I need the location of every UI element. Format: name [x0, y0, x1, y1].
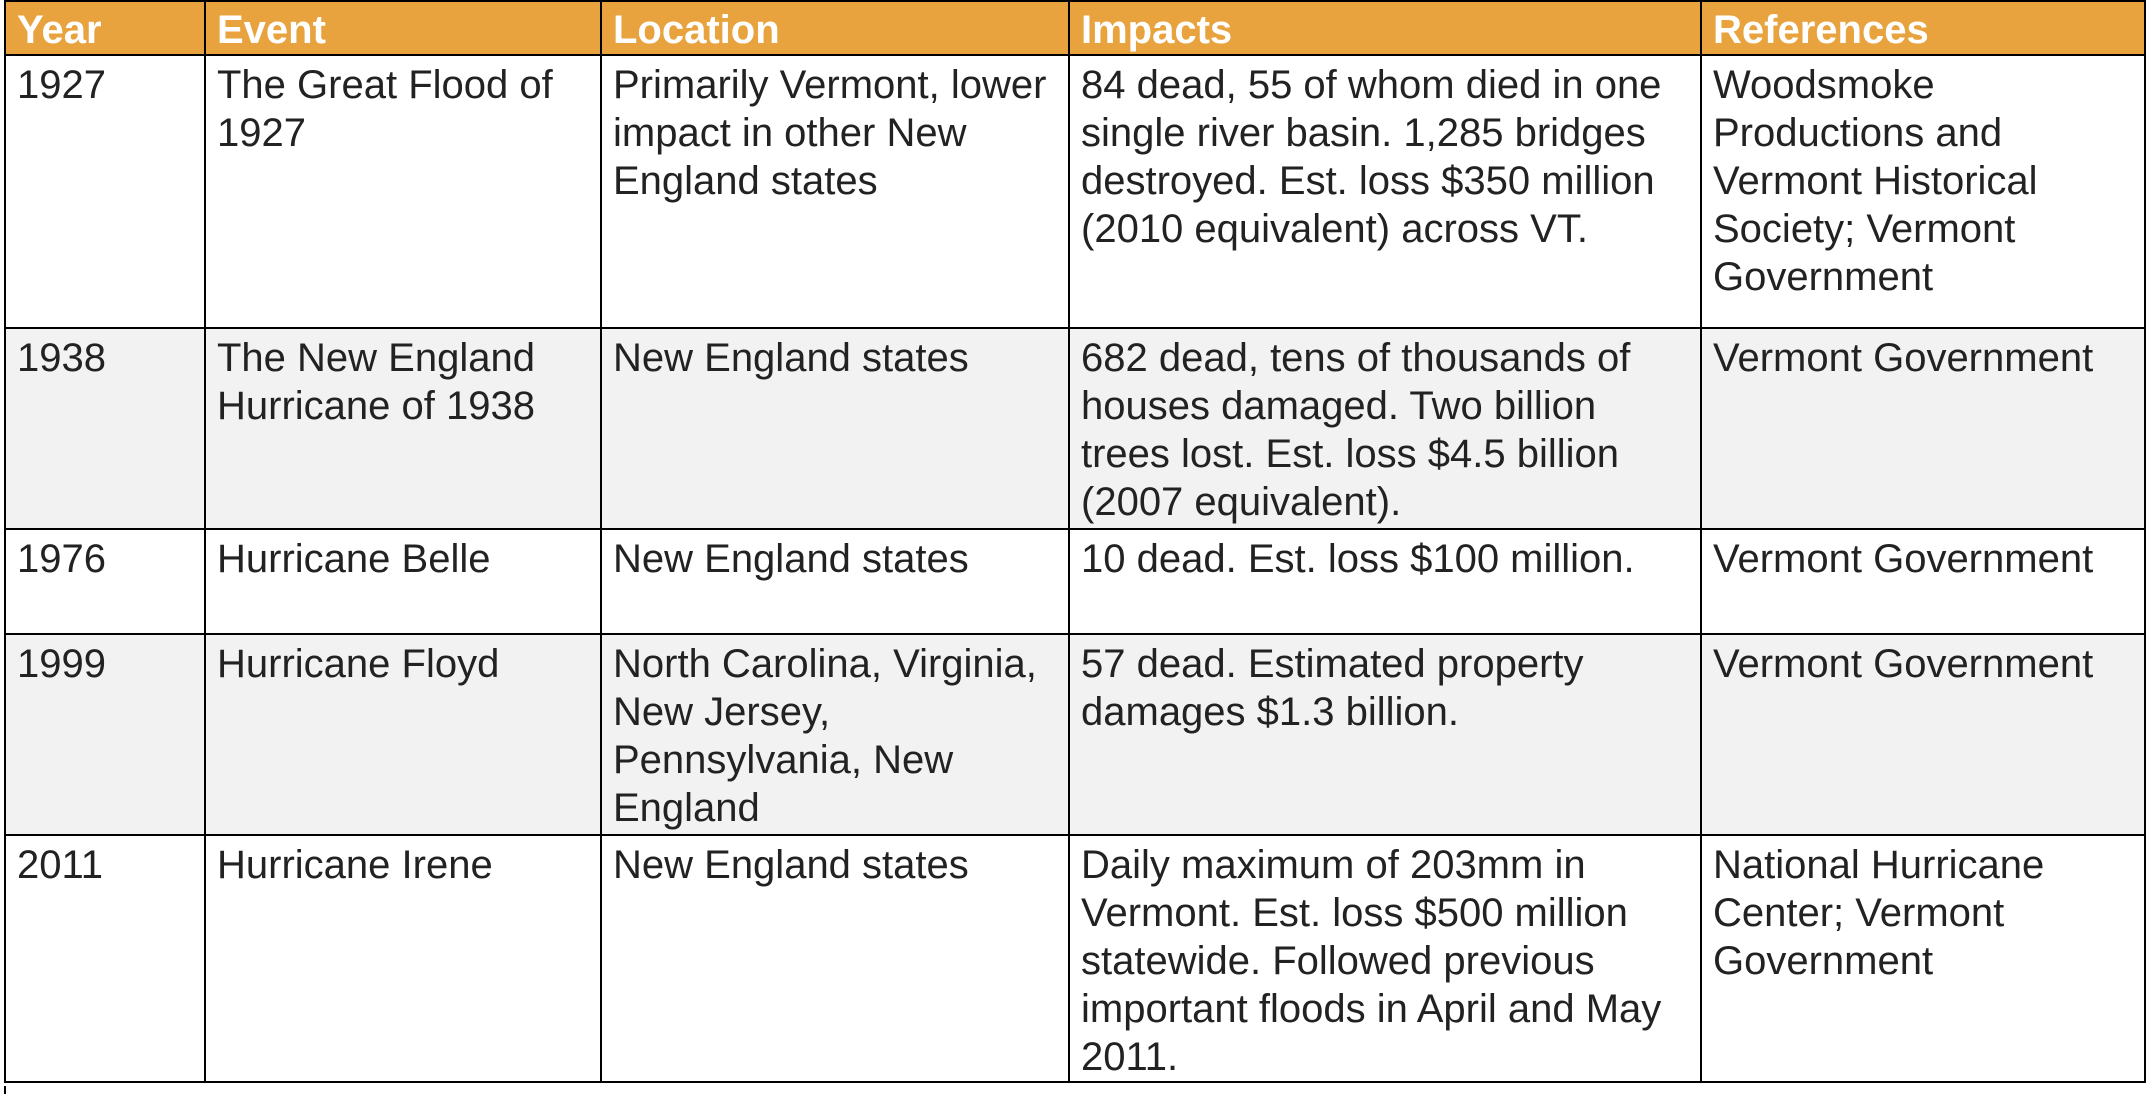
table-row	[5, 529, 2145, 634]
cell-year: 1999	[5, 634, 205, 835]
column-header-location: Location	[601, 1, 1069, 55]
cell-year: 1927	[5, 55, 205, 328]
cell-event: The New England Hurricane of 1938	[205, 328, 601, 529]
cell-impacts: 682 dead, tens of thousands of houses damaged. Two billion trees lost. Est. loss $4.5 billion (2007 equivalent).	[1069, 328, 1701, 529]
cell-year: 1976	[5, 529, 205, 634]
table-continuation-rule	[4, 1086, 6, 1094]
cell-event: Hurricane Belle	[205, 529, 601, 634]
table-row	[5, 328, 2145, 529]
cell-references: Vermont Government	[1701, 328, 2145, 529]
column-header-impacts: Impacts	[1069, 1, 1701, 55]
table-row	[5, 55, 2145, 328]
cell-year: 1938	[5, 328, 205, 529]
cell-impacts: 57 dead. Estimated property damages $1.3 billion.	[1069, 634, 1701, 835]
table-row	[5, 835, 2145, 1082]
cell-references: Vermont Government	[1701, 529, 2145, 634]
cell-location: North Carolina, Virginia, New Jersey, Pennsylvania, New England	[601, 634, 1069, 835]
cell-references: Woodsmoke Productions and Vermont Historical Society; Vermont Government	[1701, 55, 2145, 328]
cell-impacts: Daily maximum of 203mm in Vermont. Est. loss $500 million statewide. Followed previous important floods in April and May 2011.	[1069, 835, 1701, 1082]
cell-year: 2011	[5, 835, 205, 1082]
cell-impacts: 10 dead. Est. loss $100 million.	[1069, 529, 1701, 634]
column-header-year: Year	[5, 1, 205, 55]
column-header-event: Event	[205, 1, 601, 55]
cell-references: National Hurricane Center; Vermont Government	[1701, 835, 2145, 1082]
table-row	[5, 634, 2145, 835]
cell-event: Hurricane Irene	[205, 835, 601, 1082]
cell-location: New England states	[601, 835, 1069, 1082]
cell-impacts: 84 dead, 55 of whom died in one single river basin. 1,285 bridges destroyed. Est. loss $350 million (2010 equivalent) across VT.	[1069, 55, 1701, 328]
cell-references: Vermont Government	[1701, 634, 2145, 835]
table-header-row	[5, 1, 2145, 55]
column-header-references: References	[1701, 1, 2145, 55]
cell-location: New England states	[601, 529, 1069, 634]
cell-location: Primarily Vermont, lower impact in other New England states	[601, 55, 1069, 328]
cell-event: The Great Flood of 1927	[205, 55, 601, 328]
cell-location: New England states	[601, 328, 1069, 529]
flood-events-table	[4, 0, 2146, 1083]
cell-event: Hurricane Floyd	[205, 634, 601, 835]
